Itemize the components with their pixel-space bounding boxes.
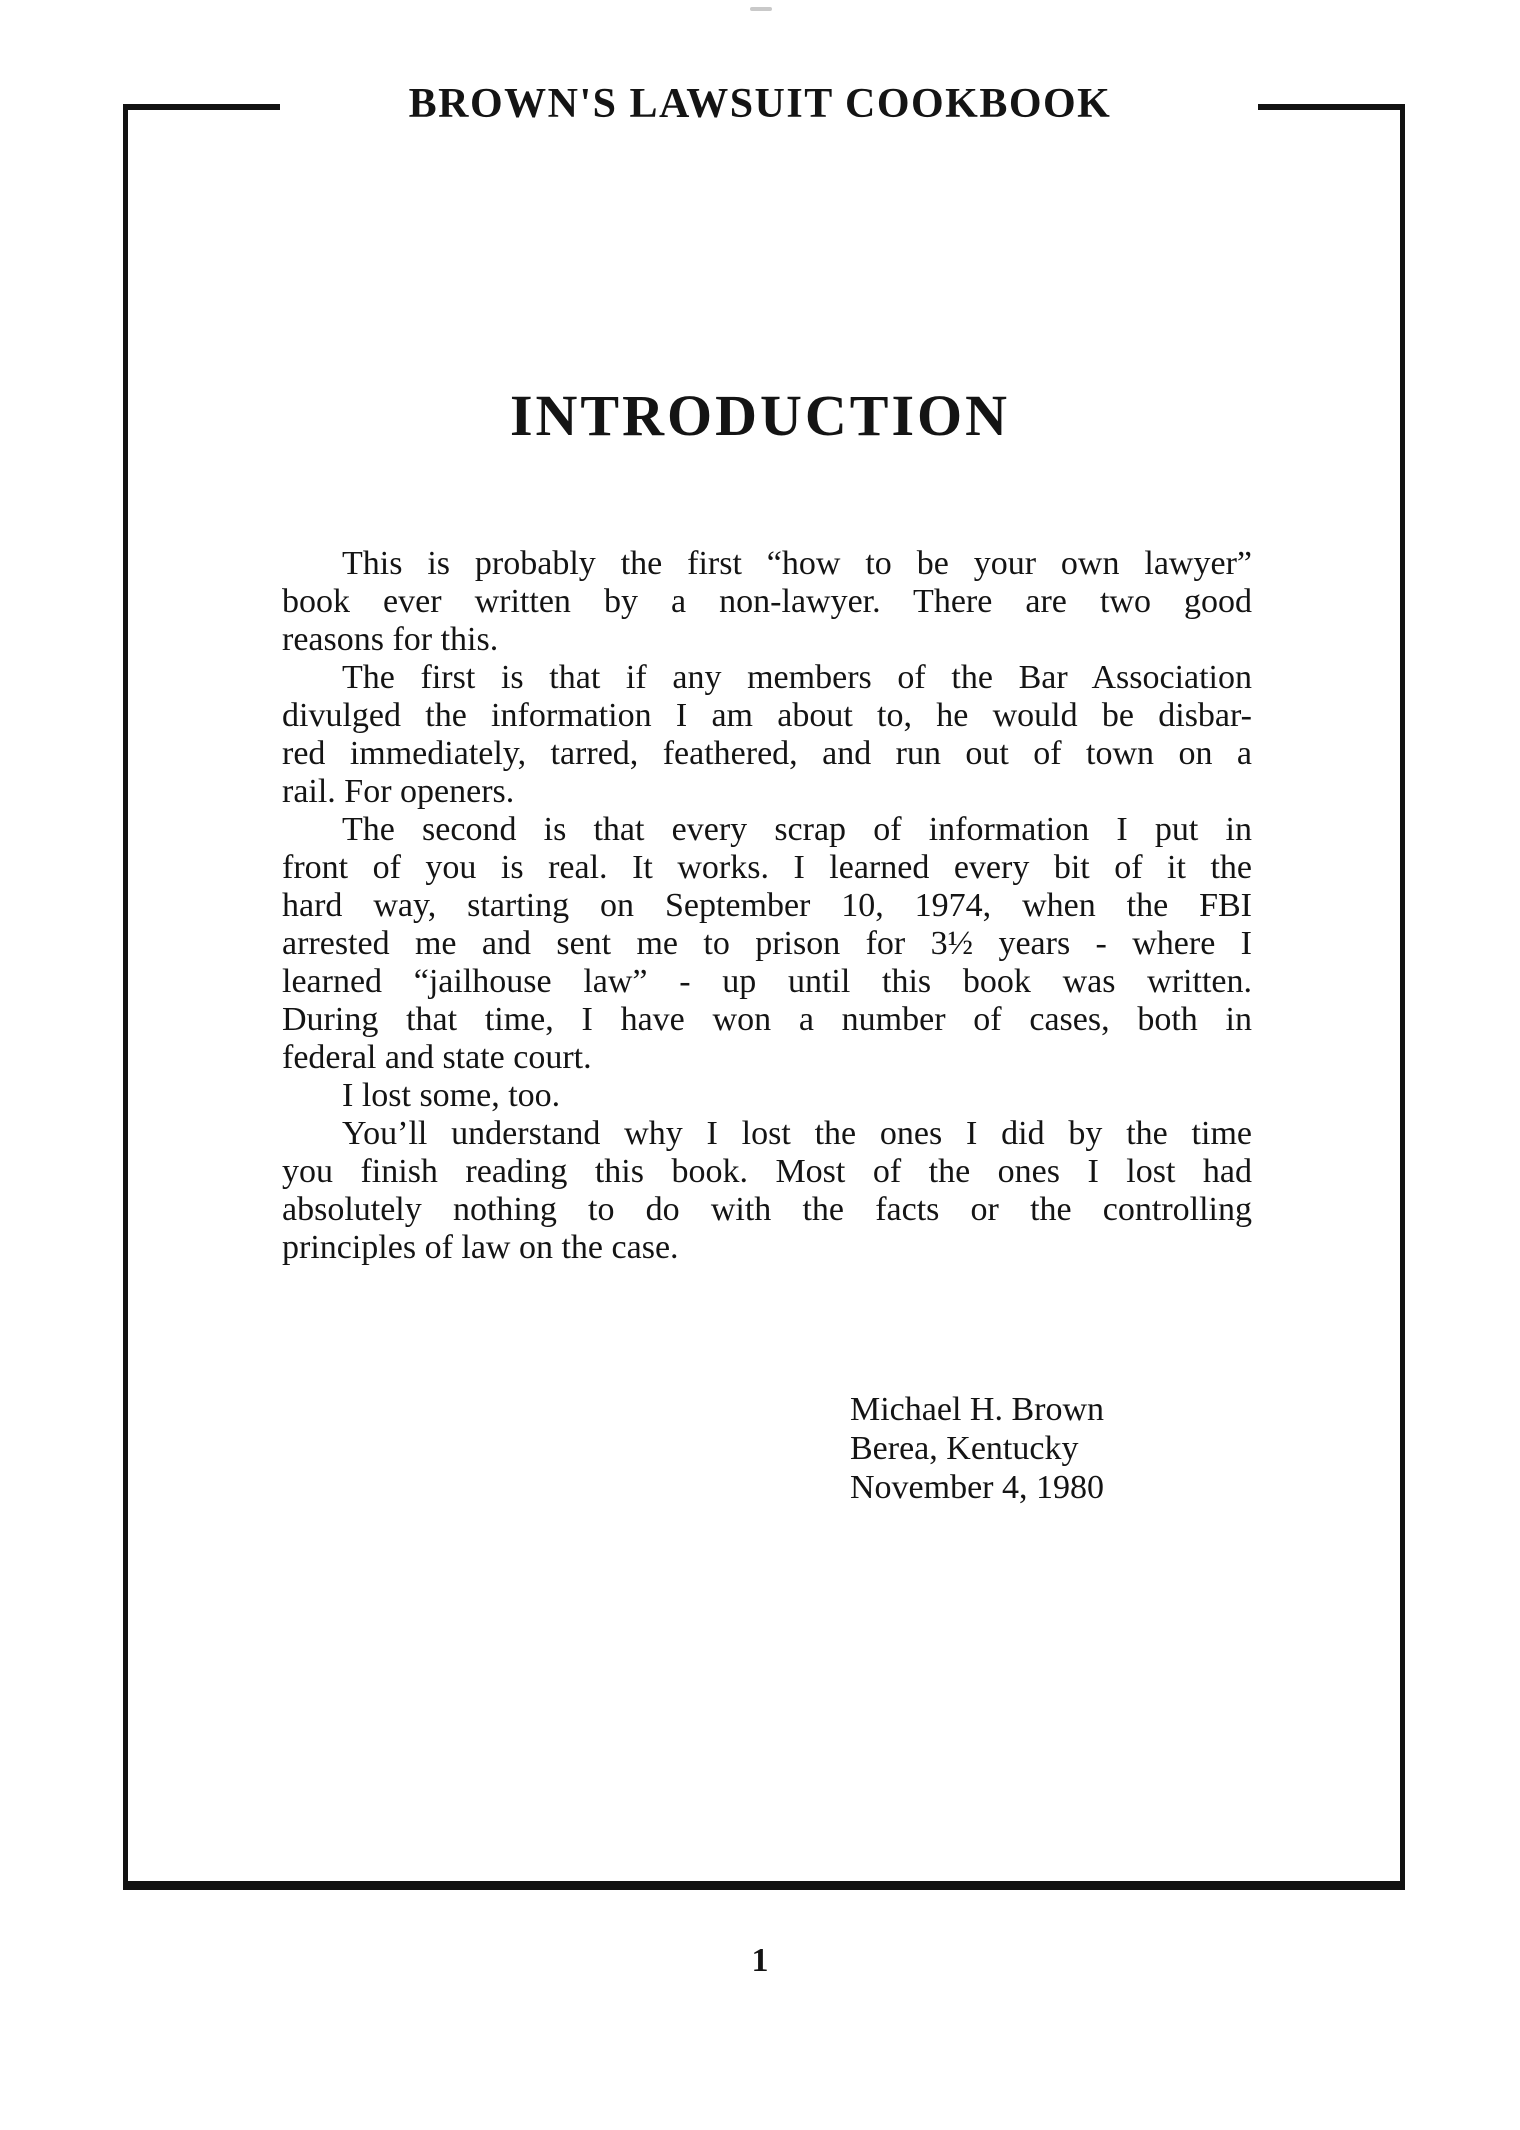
body-line: The second is that every scrap of information I put in bbox=[342, 811, 1252, 848]
signature-line: November 4, 1980 bbox=[850, 1469, 1105, 1506]
body-line: rail. For openers. bbox=[282, 773, 515, 810]
signature-block bbox=[850, 1390, 1104, 1507]
body-line: front of you is real. It works. I learned every bit of it the bbox=[282, 849, 1252, 886]
body-line: book ever written by a non-lawyer. There are two good bbox=[282, 583, 1252, 620]
body-line: During that time, I have won a number of cases, both in bbox=[282, 1001, 1252, 1038]
signature-line: Michael H. Brown bbox=[850, 1391, 1105, 1428]
body-line: divulged the information I am about to, he would be disbar- bbox=[282, 697, 1252, 734]
body-line: This is probably the first “how to be your own lawyer” bbox=[342, 545, 1252, 582]
body-text bbox=[282, 545, 1252, 1267]
body-line: arrested me and sent me to prison for 3½ years - where I bbox=[282, 925, 1252, 962]
section-title: INTRODUCTION bbox=[509, 383, 1011, 448]
body-line: You’ll understand why I lost the ones I did by the time bbox=[342, 1115, 1252, 1152]
page-number: 1 bbox=[751, 1942, 769, 1979]
scan-artifact bbox=[750, 7, 772, 11]
body-line: I lost some, too. bbox=[342, 1077, 561, 1114]
body-line: learned “jailhouse law” - up until this book was written. bbox=[282, 963, 1252, 1000]
running-header-title: BROWN'S LAWSUIT COOKBOOK bbox=[408, 81, 1112, 127]
signature-line: Berea, Kentucky bbox=[850, 1430, 1079, 1467]
body-line: absolutely nothing to do with the facts or the controlling bbox=[282, 1191, 1252, 1228]
body-line: you finish reading this book. Most of the ones I lost had bbox=[282, 1153, 1252, 1190]
body-line: red immediately, tarred, feathered, and run out of town on a bbox=[282, 735, 1252, 772]
body-line: principles of law on the case. bbox=[282, 1229, 679, 1266]
body-line: The first is that if any members of the Bar Association bbox=[342, 659, 1252, 696]
body-line: federal and state court. bbox=[282, 1039, 592, 1076]
body-line: reasons for this. bbox=[282, 621, 499, 658]
body-line: hard way, starting on September 10, 1974, when the FBI bbox=[282, 887, 1252, 924]
